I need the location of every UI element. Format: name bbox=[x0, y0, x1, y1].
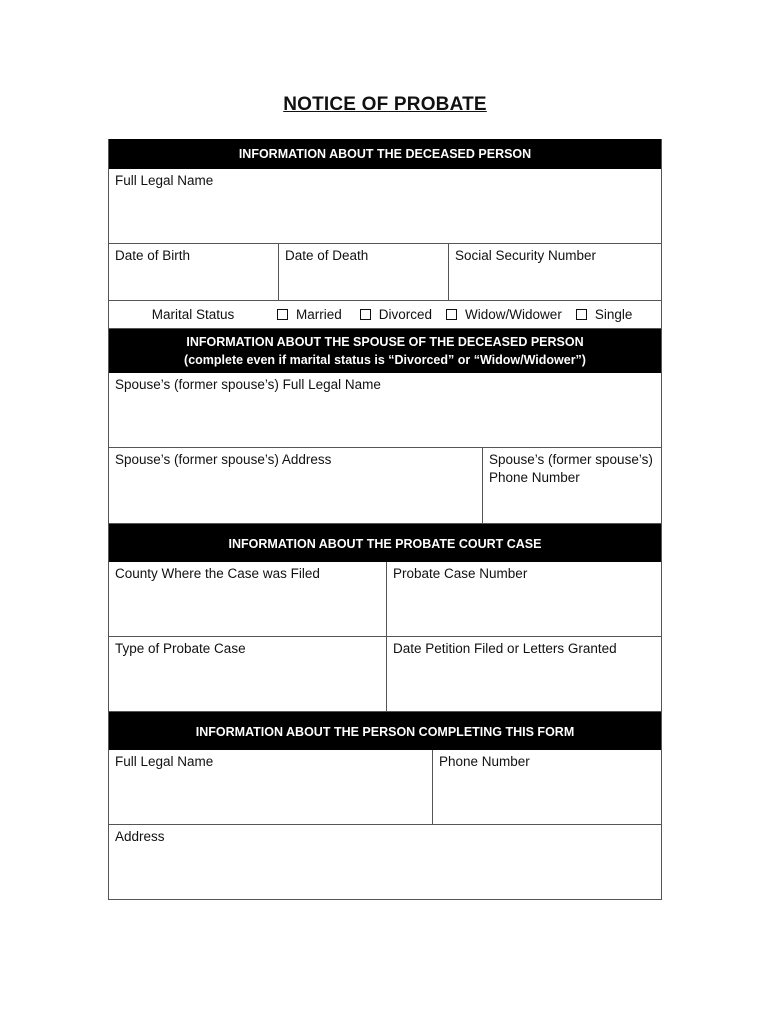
completer-phone-field[interactable] bbox=[432, 750, 661, 824]
spouse-name-row bbox=[108, 373, 662, 448]
single-checkbox[interactable] bbox=[576, 309, 587, 320]
completer-address-field[interactable] bbox=[109, 825, 661, 899]
probate-form bbox=[108, 139, 662, 900]
court-case-row-1 bbox=[108, 562, 662, 637]
deceased-section-header: INFORMATION ABOUT THE DECEASED PERSON bbox=[108, 139, 662, 169]
date-of-death-label: Date of Death bbox=[285, 248, 369, 263]
spouse-contact-row bbox=[108, 448, 662, 524]
divorced-label: Divorced bbox=[378, 307, 433, 322]
county-field[interactable] bbox=[109, 562, 386, 636]
spouse-full-name-label: Spouse’s (former spouse’s) Full Legal Name bbox=[115, 377, 381, 392]
single-option[interactable] bbox=[576, 307, 633, 322]
single-label: Single bbox=[594, 307, 633, 322]
completer-name-field[interactable] bbox=[109, 750, 432, 824]
page-title: NOTICE OF PROBATE bbox=[283, 94, 487, 115]
case-number-label: Probate Case Number bbox=[393, 566, 528, 581]
date-of-death-field[interactable] bbox=[278, 244, 448, 300]
date-of-birth-field[interactable] bbox=[109, 244, 278, 300]
completer-row-2 bbox=[108, 825, 662, 900]
completer-address-label: Address bbox=[115, 829, 165, 844]
spouse-header-line1: INFORMATION ABOUT THE SPOUSE OF THE DECEASED PERSON bbox=[186, 335, 584, 349]
widow-label: Widow/Widower bbox=[465, 307, 562, 322]
completer-section-header: INFORMATION ABOUT THE PERSON COMPLETING THIS FORM bbox=[108, 712, 662, 750]
county-label: County Where the Case was Filed bbox=[115, 566, 320, 581]
spouse-phone-field[interactable] bbox=[482, 448, 661, 523]
case-number-field[interactable] bbox=[386, 562, 661, 636]
completer-phone-label: Phone Number bbox=[439, 754, 530, 769]
widow-option[interactable] bbox=[446, 307, 562, 322]
married-checkbox[interactable] bbox=[277, 309, 288, 320]
married-option[interactable] bbox=[277, 307, 342, 322]
divorced-option[interactable] bbox=[360, 307, 432, 322]
completer-row-1 bbox=[108, 750, 662, 825]
ssn-field[interactable] bbox=[448, 244, 661, 300]
spouse-address-field[interactable] bbox=[109, 448, 482, 523]
spouse-phone-label-line1: Spouse’s (former spouse’s) bbox=[489, 452, 653, 467]
marital-status-row bbox=[108, 301, 662, 329]
marital-status-label: Marital Status bbox=[151, 307, 235, 322]
divorced-checkbox[interactable] bbox=[360, 309, 371, 320]
spouse-full-name-field[interactable] bbox=[109, 373, 661, 447]
case-type-field[interactable] bbox=[109, 637, 386, 711]
spouse-address-label: Spouse’s (former spouse’s) Address bbox=[115, 452, 332, 467]
spouse-header-line2: (complete even if marital status is “Divorced” or “Widow/Widower”) bbox=[184, 353, 586, 367]
court-case-row-2 bbox=[108, 637, 662, 712]
date-filed-field[interactable] bbox=[386, 637, 661, 711]
court-case-section-header: INFORMATION ABOUT THE PROBATE COURT CASE bbox=[108, 524, 662, 562]
spouse-phone-label-line2: Phone Number bbox=[489, 470, 580, 485]
date-filed-label: Date Petition Filed or Letters Granted bbox=[393, 641, 617, 656]
deceased-dates-row bbox=[108, 244, 662, 301]
deceased-full-name-field[interactable] bbox=[109, 169, 661, 243]
spouse-section-header bbox=[108, 329, 662, 373]
deceased-full-name-label: Full Legal Name bbox=[115, 173, 214, 188]
date-of-birth-label: Date of Birth bbox=[115, 248, 191, 263]
married-label: Married bbox=[296, 307, 342, 322]
deceased-name-row bbox=[108, 169, 662, 244]
completer-name-label: Full Legal Name bbox=[115, 754, 214, 769]
ssn-label: Social Security Number bbox=[455, 248, 597, 263]
case-type-label: Type of Probate Case bbox=[115, 641, 246, 656]
widow-checkbox[interactable] bbox=[446, 309, 457, 320]
